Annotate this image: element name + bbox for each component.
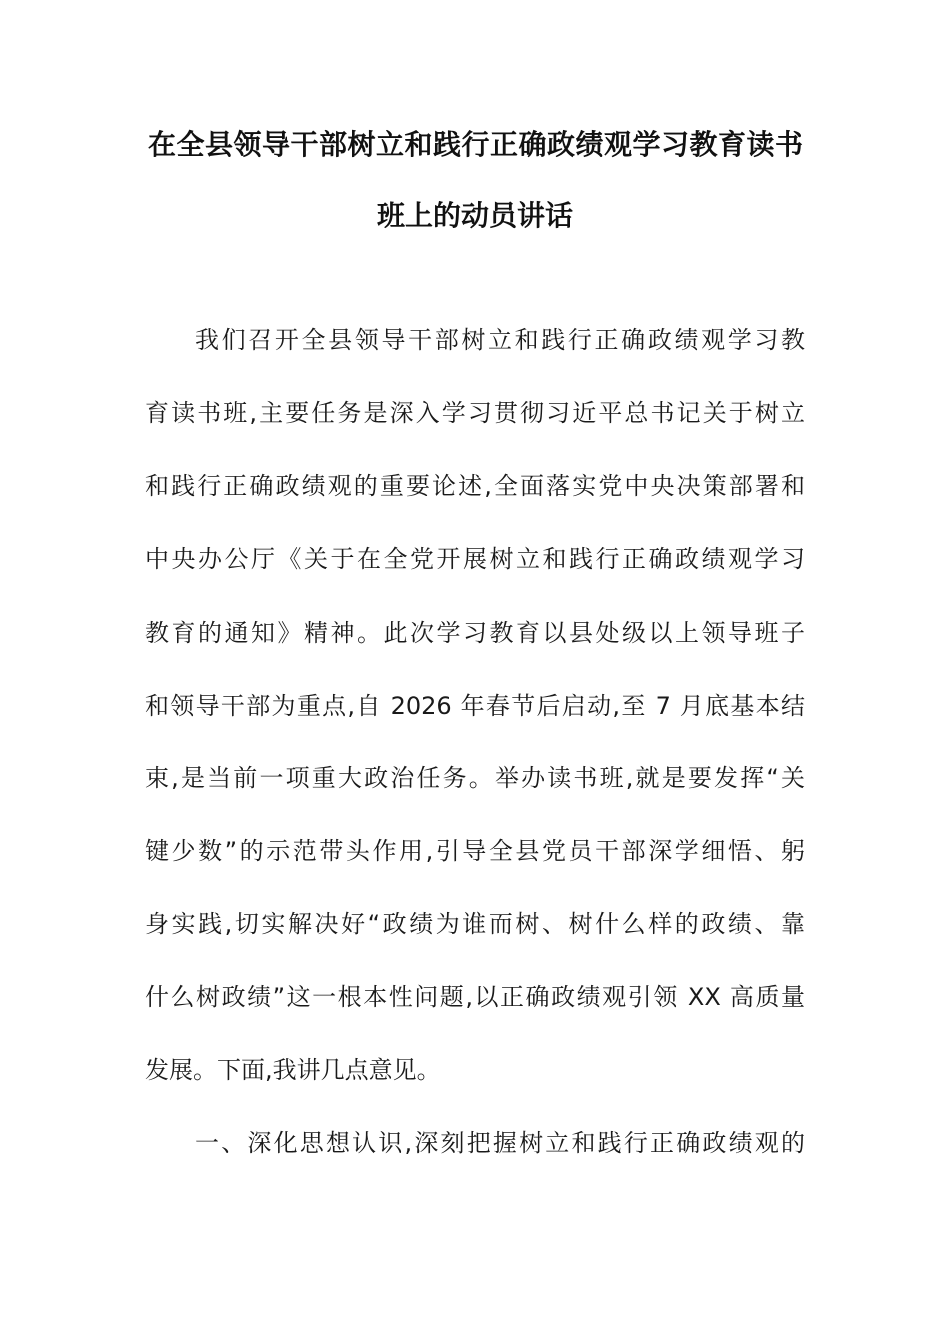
paragraph-line: 和践行正确政绩观的重要论述,全面落实党中央决策部署和 <box>145 472 805 500</box>
paragraph-line: 什么树政绩”这一根本性问题,以正确政绩观引领 XX 高质量 <box>145 983 805 1011</box>
paragraph-line: 我们召开全县领导干部树立和践行正确政绩观学习教 <box>195 326 805 354</box>
document-title-line-2: 班上的动员讲话 <box>376 199 573 232</box>
paragraph-line: 键少数”的示范带头作用,引导全县党员干部深学细悟、躬 <box>145 837 805 865</box>
document-title-line-1: 在全县领导干部树立和践行正确政绩观学习教育读书 <box>148 128 803 161</box>
paragraph-line: 发展。下面,我讲几点意见。 <box>145 1056 441 1084</box>
paragraph-line: 育读书班,主要任务是深入学习贯彻习近平总书记关于树立 <box>145 399 805 427</box>
paragraph-line: 教育的通知》精神。此次学习教育以县处级以上领导班子 <box>145 619 805 647</box>
paragraph-line: 束,是当前一项重大政治任务。举办读书班,就是要发挥“关 <box>145 764 805 792</box>
section-heading-line: 一、深化思想认识,深刻把握树立和践行正确政绩观的 <box>195 1129 805 1157</box>
paragraph-line: 和领导干部为重点,自 2026 年春节后启动,至 7 月底基本结 <box>145 692 805 720</box>
paragraph-line: 中央办公厅《关于在全党开展树立和践行正确政绩观学习 <box>145 545 805 573</box>
paragraph-line: 身实践,切实解决好“政绩为谁而树、树什么样的政绩、靠 <box>145 910 805 938</box>
